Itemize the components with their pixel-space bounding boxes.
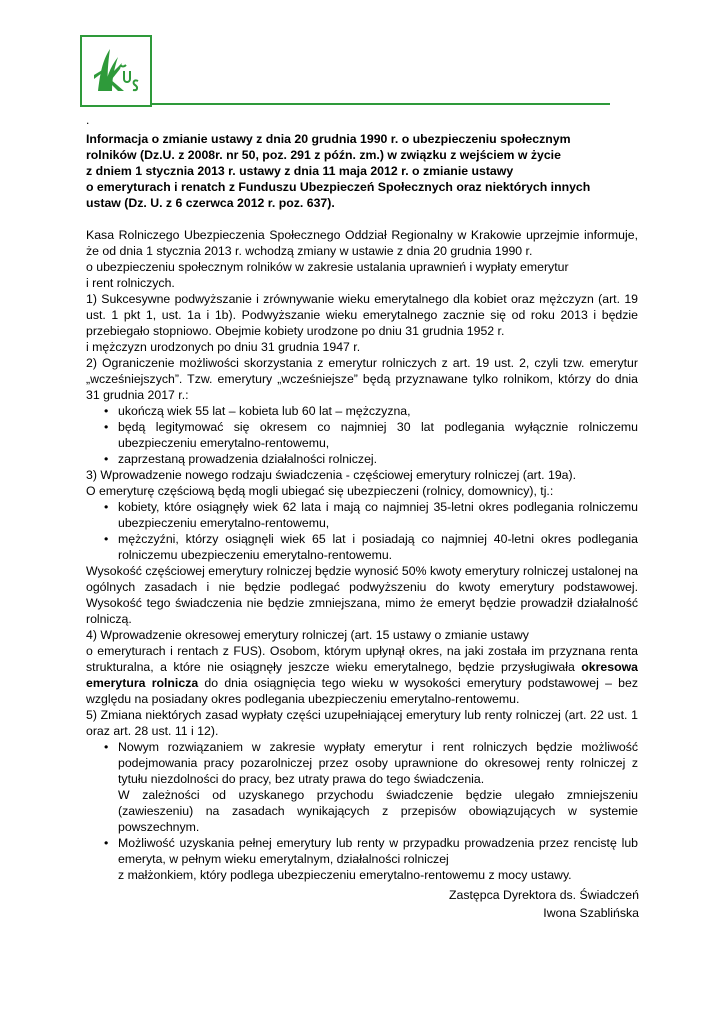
list-item-text: mężczyźni, którzy osiągnęli wiek 65 lat i posiadają co najmniej 40-letni okres podlegania rolniczemu ubezpieczeniu emerytalno-rentowemu. bbox=[118, 532, 638, 562]
section-3-line: O emeryturę częściową będą mogli ubiegać się ubezpieczeni (rolnicy, domownicy), tj.: bbox=[86, 484, 554, 498]
list-item bbox=[86, 739, 638, 835]
intro-line: o ubezpieczeniu społecznym rolników w zakresie ustalania uprawnień i wypłaty emerytur bbox=[86, 260, 569, 274]
list-item-text: kobiety, które osiągnęły wiek 62 lata i mają co najmniej 35-letni okres podlegania rolniczemu ubezpieczeniu emerytalno-rentowemu, bbox=[118, 500, 638, 530]
stray-dot: . bbox=[86, 113, 90, 127]
list-item-text: W zależności od uzyskanego przychodu świadczenie będzie ulegało zmniejszeniu (zawieszeniu) na zasadach wynikających z przepisów obowiązujących w systemie powszechnym. bbox=[118, 788, 638, 834]
section-5-list bbox=[86, 739, 638, 883]
section-4-heading: 4) Wprowadzenie okresowej emerytury rolniczej (art. 15 ustawy o zmianie ustawy bbox=[86, 628, 529, 642]
signature-block bbox=[449, 886, 639, 922]
list-item bbox=[86, 451, 638, 467]
document-body bbox=[86, 131, 638, 883]
section-2-list bbox=[86, 403, 638, 467]
list-item-text: Możliwość uzyskania pełnej emerytury lub renty w przypadku prowadzenia przez rencistę lub emeryta, w pełnym wieku emerytalnym, działalności rolniczej bbox=[118, 836, 638, 866]
signature-name: Iwona Szablińska bbox=[543, 906, 639, 920]
list-item bbox=[86, 403, 638, 419]
section-4-text: o emeryturach i rentach z FUS). Osobom, którym upłynął okres, na jaki została im przyznana renta strukturalna, a które nie osiągnęły jeszcze wieku emerytalnego, będzie przysługiwała bbox=[86, 644, 638, 674]
list-item-text: będą legitymować się okresem co najmniej 30 lat podlegania wyłącznie rolniczemu ubezpieczeniu emerytalno-rentowemu, bbox=[118, 420, 638, 450]
title-line: z dniem 1 stycznia 2013 r. ustawy z dnia 11 maja 2012 r. o zmianie ustawy bbox=[86, 164, 514, 178]
section-1-line: i mężczyzn urodzonych po dniu 31 grudnia 1947 r. bbox=[86, 340, 361, 354]
intro-paragraph: Kasa Rolniczego Ubezpieczenia Społecznego Oddział Regionalny w Krakowie uprzejmie informuje, że od dnia 1 stycznia 2013 r. wchodzą zmiany w ustawie z dnia 20 grudnia 1990 r. bbox=[86, 228, 638, 258]
document-title bbox=[86, 131, 638, 211]
list-item bbox=[86, 835, 638, 883]
list-item-text: zaprzestaną prowadzenia działalności rolniczej. bbox=[118, 452, 378, 466]
section-2-paragraph: 2) Ograniczenie możliwości skorzystania z emerytur rolniczych z art. 19 ust. 2, czyli tzw. emerytur „wcześniejszych”. Tzw. emerytury „wcześniejsze” będą przyznawane tylko rolnikom, którzy do dnia 31 grudnia 2017 r.: bbox=[86, 356, 638, 402]
bullet-icon: • bbox=[104, 404, 109, 418]
intro-line: i rent rolniczych. bbox=[86, 276, 175, 290]
list-item-text: ukończą wiek 55 lat – kobieta lub 60 lat – mężczyzna, bbox=[118, 404, 411, 418]
title-line: ustaw (Dz. U. z 6 czerwca 2012 r. poz. 637). bbox=[86, 196, 335, 210]
list-item-text: Nowym rozwiązaniem w zakresie wypłaty emerytur i rent rolniczych będzie możliwość podejmowania pracy pozarolniczej przez osoby uprawnione do okresowej renty rolniczej z tytułu niezdolności do pracy, bez utraty prawa do tego świadczenia. bbox=[118, 740, 638, 786]
bullet-icon: • bbox=[104, 836, 109, 850]
section-3-list bbox=[86, 499, 638, 563]
title-line: o emeryturach i renatch z Funduszu Ubezpieczeń Społecznych oraz niektórych innych bbox=[86, 180, 591, 194]
section-3-paragraph: Wysokość częściowej emerytury rolniczej będzie wynosić 50% kwoty emerytury rolniczej ustalonej na ogólnych zasadach i nie będzie podlegać podwyższeniu do kwoty emerytury podstawowej. Wysokość tego świadczenia nie będzie zmniejszana, mimo że emeryt będzie prowadził działalność rolniczą. bbox=[86, 564, 638, 626]
section-3-heading: 3) Wprowadzenie nowego rodzaju świadczenia - częściowej emerytury rolniczej (art. 19a). bbox=[86, 468, 577, 482]
list-item bbox=[86, 531, 638, 563]
section-4-text: do dnia osiągnięcia tego wieku w wysokości emerytury podstawowej – bez względu na posiadany okres podlegania ubezpieczeniu emerytalno-rentowemu. bbox=[86, 676, 638, 706]
list-item-text: z małżonkiem, który podlega ubezpieczeniu emerytalno-rentowemu z mocy ustawy. bbox=[118, 868, 572, 882]
bullet-icon: • bbox=[104, 420, 109, 434]
bullet-icon: • bbox=[104, 532, 109, 546]
signature-title: Zastępca Dyrektora ds. Świadczeń bbox=[448, 888, 639, 902]
list-item bbox=[86, 499, 638, 531]
title-line: Informacja o zmianie ustawy z dnia 20 grudnia 1990 r. o ubezpieczeniu społecznym bbox=[86, 132, 571, 146]
section-4-paragraph bbox=[86, 643, 638, 707]
header-rule bbox=[152, 103, 610, 105]
krus-logo-icon bbox=[80, 35, 152, 107]
section-1-paragraph: 1) Sukcesywne podwyższanie i zrównywanie wieku emerytalnego dla kobiet oraz mężczyzn (art. 19 ust. 1 pkt 1, ust. 1a i 1b). Podwyższanie wieku emerytalnego zacznie się od roku 2013 i będzie przebiegało stopniowo. Obejmie kobiety urodzone po dniu 31 grudnia 1952 r. bbox=[86, 292, 638, 338]
bullet-icon: • bbox=[104, 500, 109, 514]
title-line: rolników (Dz.U. z 2008r. nr 50, poz. 291 z późn. zm.) w związku z wejściem w życie bbox=[86, 148, 561, 162]
bullet-icon: • bbox=[104, 452, 109, 466]
krus-logo bbox=[80, 35, 152, 107]
bullet-icon: • bbox=[104, 740, 109, 754]
section-5-paragraph: 5) Zmiana niektórych zasad wypłaty części uzupełniającej emerytury lub renty rolniczej (art. 22 ust. 1 oraz art. 28 ust. 11 i 12). bbox=[86, 708, 638, 738]
list-item bbox=[86, 419, 638, 451]
section-4-bold-text: okresowa emerytura rolnicza bbox=[86, 660, 638, 690]
